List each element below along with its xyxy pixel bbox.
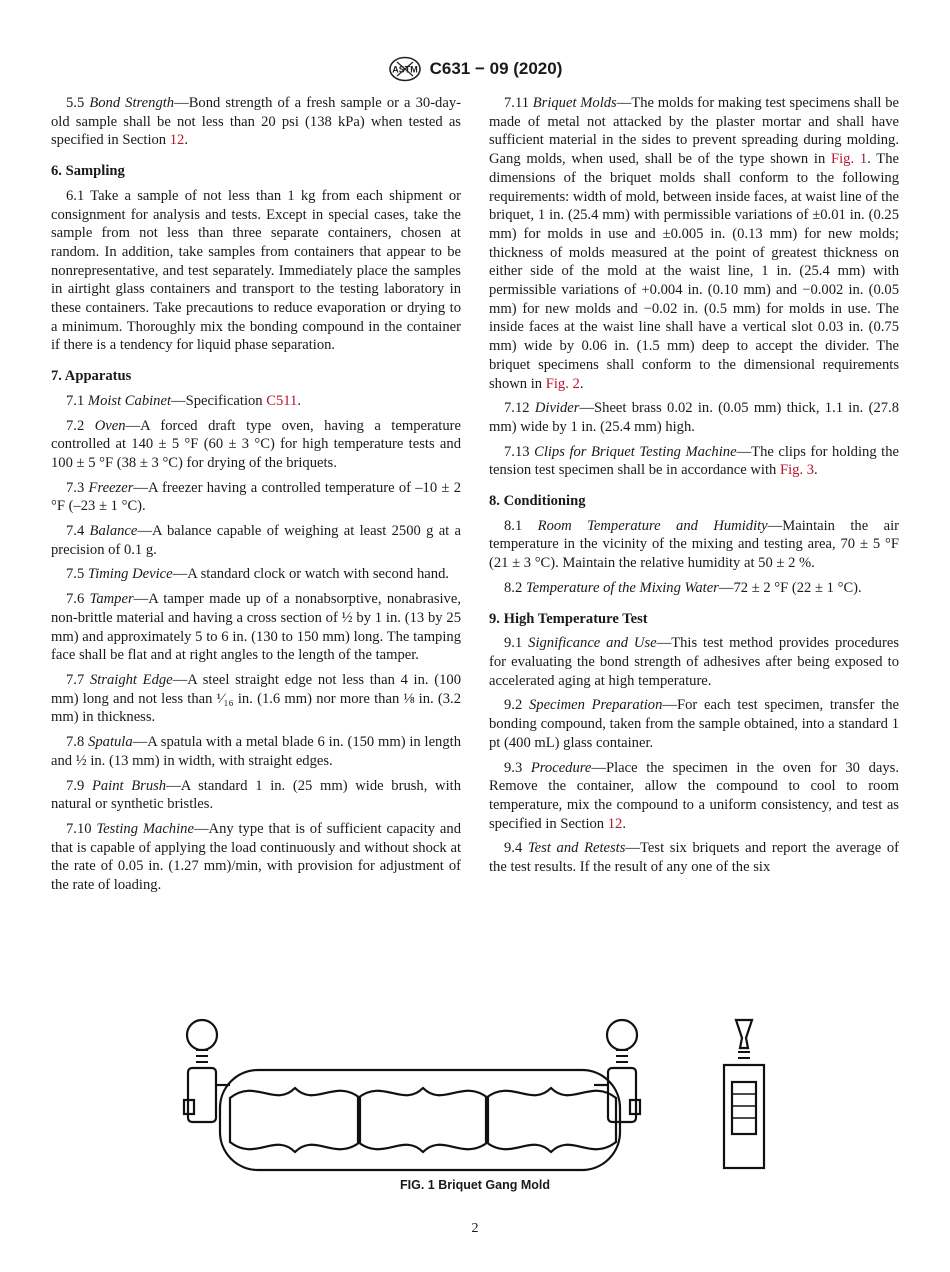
para-7-13: 7.13 Clips for Briquet Testing Machine—The clips for holding the tension test specimen shall be in accordance with Fig. 3. [489,443,899,479]
para-7-6: 7.6 Tamper—A tamper made up of a nonabsorptive, nonabrasive, non-brittle material and having a cross section of ½ by 1 in. (13 by 25 mm) and approximately 5 to 6 in. (130 to 150 mm) long. The tamping face shall be flat and at right angles to the length of the tamper. [51,591,461,664]
para-8-1: 8.1 Room Temperature and Humidity—Maintain the air temperature in the vicinity of the mixing and testing area, 70 ± 5 °F (21 ± 3 °C). Maintain the relative humidity at 50 ± 2 %. [489,517,899,572]
para-7-11: 7.11 Briquet Molds—The molds for making test specimens shall be made of metal not attacked by the plaster mortar and shall have sufficient material in the sides to prevent spreading during molding. Gang molds, when used, shall be of the type shown in Fig. 1. The dimensions of the briquet molds shall conform to the following requirements: width of mold, between inside faces, at waist line of the briquet, 1 in. (25.4 mm) with permissible variations of ±0.01 in. (0.25 mm) for molds in use and ±0.005 in. (0.13 mm) for new molds; thickness of molds measured at the point of greatest thickness on either side of the mold at the waist line, 1 in. (25.4 mm) with permissible variations of +0.004 in. (0.10 mm) and −0.002 in. (0.05 mm) for new molds and −0.02 in. (0.5 mm) for molds in use. The inside faces at the waist line shall have a vertical slot 0.03 in. (0.75 mm) wide by 0.06 in. (1.5 mm) deep to accept the divider. The briquet specimens shall conform to the dimensional requirements shown in Fig. 2. [489,95,899,392]
briquet-cavity-3 [486,1088,616,1152]
para-7-1: 7.1 Moist Cabinet—Specification C511. [66,392,302,409]
para-6-1: 6.1 Take a sample of not less than 1 kg from each shipment or consignment for analysis and tests. Except in special cases, take the sample from not less than three separate containers, chosen at random. In addition, take samples from containers that appear to be nonrepresentative, and test separately. Immediately place the samples in airtight glass containers and transport to the testing laboratory in these containers. Take precautions to reduce evaporation or drying to a minimum. Thoroughly mix the bonding compound in the container if there is a tendency for liquid phase separation. [51,187,461,354]
para-7-4: 7.4 Balance—A balance capable of weighing at least 2500 g at a precision of 0.1 g. [51,523,461,558]
heading-apparatus: 7. Apparatus [51,368,132,385]
mold-frame [220,1070,620,1170]
para-7-3: 7.3 Freezer—A freezer having a controlled temperature of –10 ± 2 °F (–23 ± 1 °C). [51,479,461,515]
c511-link[interactable]: C511 [266,392,298,409]
fig-3-link[interactable]: Fig. 3 [779,462,815,479]
para-5-5: 5.5 Bond Strength—Bond strength of a fresh sample or a 30-day-old sample shall be not less than 20 psi (138 kPa) when tested as specified in Section 12. [51,95,461,149]
section-12-link[interactable]: 12 [169,132,185,149]
para-8-2: 8.2 Temperature of the Mixing Water—72 ± 2 °F (22 ± 1 °C). [504,579,862,596]
para-7-8: 7.8 Spatula—A spatula with a metal blade 6 in. (150 mm) in length and ½ in. (13 mm) in width, with straight edges. [51,734,461,769]
svg-text:ASTM: ASTM [391,64,418,75]
para-9-4: 9.4 Test and Retests—Test six briquets and report the average of the test results. If the result of any one of the six [489,840,899,876]
fig-2-link[interactable]: Fig. 2 [545,375,580,392]
briquet-cavity-1 [230,1088,360,1152]
briquet-gang-mold-figure [180,1010,780,1175]
para-7-2: 7.2 Oven—A forced draft type oven, having a temperature controlled at 140 ± 5 °F (60 ± 3 °C) for high temperature tests and 100 ± 5 °F (38 ± 3 °C) for drying of the briquets. [51,417,461,471]
figure-caption: FIG. 1 Briquet Gang Mold [400,1178,550,1192]
right-clamp-knob [607,1020,637,1050]
para-7-5: 7.5 Timing Device—A standard clock or watch with second hand. [66,566,450,583]
para-9-3: 9.3 Procedure—Place the specimen in the oven for 30 days. Remove the container, allow the compound to cool to room temperature, mix the compound to a uniform consistency, and test as specified in Section 12. [489,759,899,832]
briquet-cavity-2 [358,1088,488,1152]
astm-logo-icon [388,56,422,82]
left-clamp-knob [187,1020,217,1050]
para-7-7: 7.7 Straight Edge—A steel straight edge not less than 4 in. (100 mm) long and not less than ¹⁄₁₆ in. (1.6 mm) nor more than ⅛ in. (3.2 mm) in thickness. [51,671,461,726]
left-column [51,94,461,901]
heading-conditioning: 8. Conditioning [489,493,586,510]
side-view-knob [736,1020,752,1048]
page-number: 2 [471,1221,479,1236]
side-view-body [724,1065,764,1168]
heading-sampling: 6. Sampling [51,163,125,180]
para-7-10: 7.10 Testing Machine—Any type that is of sufficient capacity and that is capable of applying the load continuously and without shock at the rate of 0.05 in. (1.27 mm)/min, with provision for adjustment of the rate of loading. [51,820,461,894]
section-12-link-2[interactable]: 12 [607,815,623,832]
fig-1-link[interactable]: Fig. 1 [831,151,868,168]
para-7-9: 7.9 Paint Brush—A standard 1 in. (25 mm) wide brush, with natural or synthetic bristles. [51,777,461,813]
designation: C631 − 09 (2020) [429,59,563,78]
page-header [0,56,950,82]
right-column [489,94,899,883]
para-9-1: 9.1 Significance and Use—This test method provides procedures for evaluating the bond strength of adhesives after being exposed to accelerated aging at high temperature. [489,635,899,689]
para-7-12: 7.12 Divider—Sheet brass 0.02 in. (0.05 mm) thick, 1.1 in. (27.8 mm) wide by 1 in. (25.4 mm) high. [489,400,899,435]
heading-high-temperature-test: 9. High Temperature Test [489,610,648,627]
para-9-2: 9.2 Specimen Preparation—For each test specimen, transfer the bonding compound, taken from the sample obtained, into a standard 1 pt (400 mL) glass container. [489,697,899,751]
